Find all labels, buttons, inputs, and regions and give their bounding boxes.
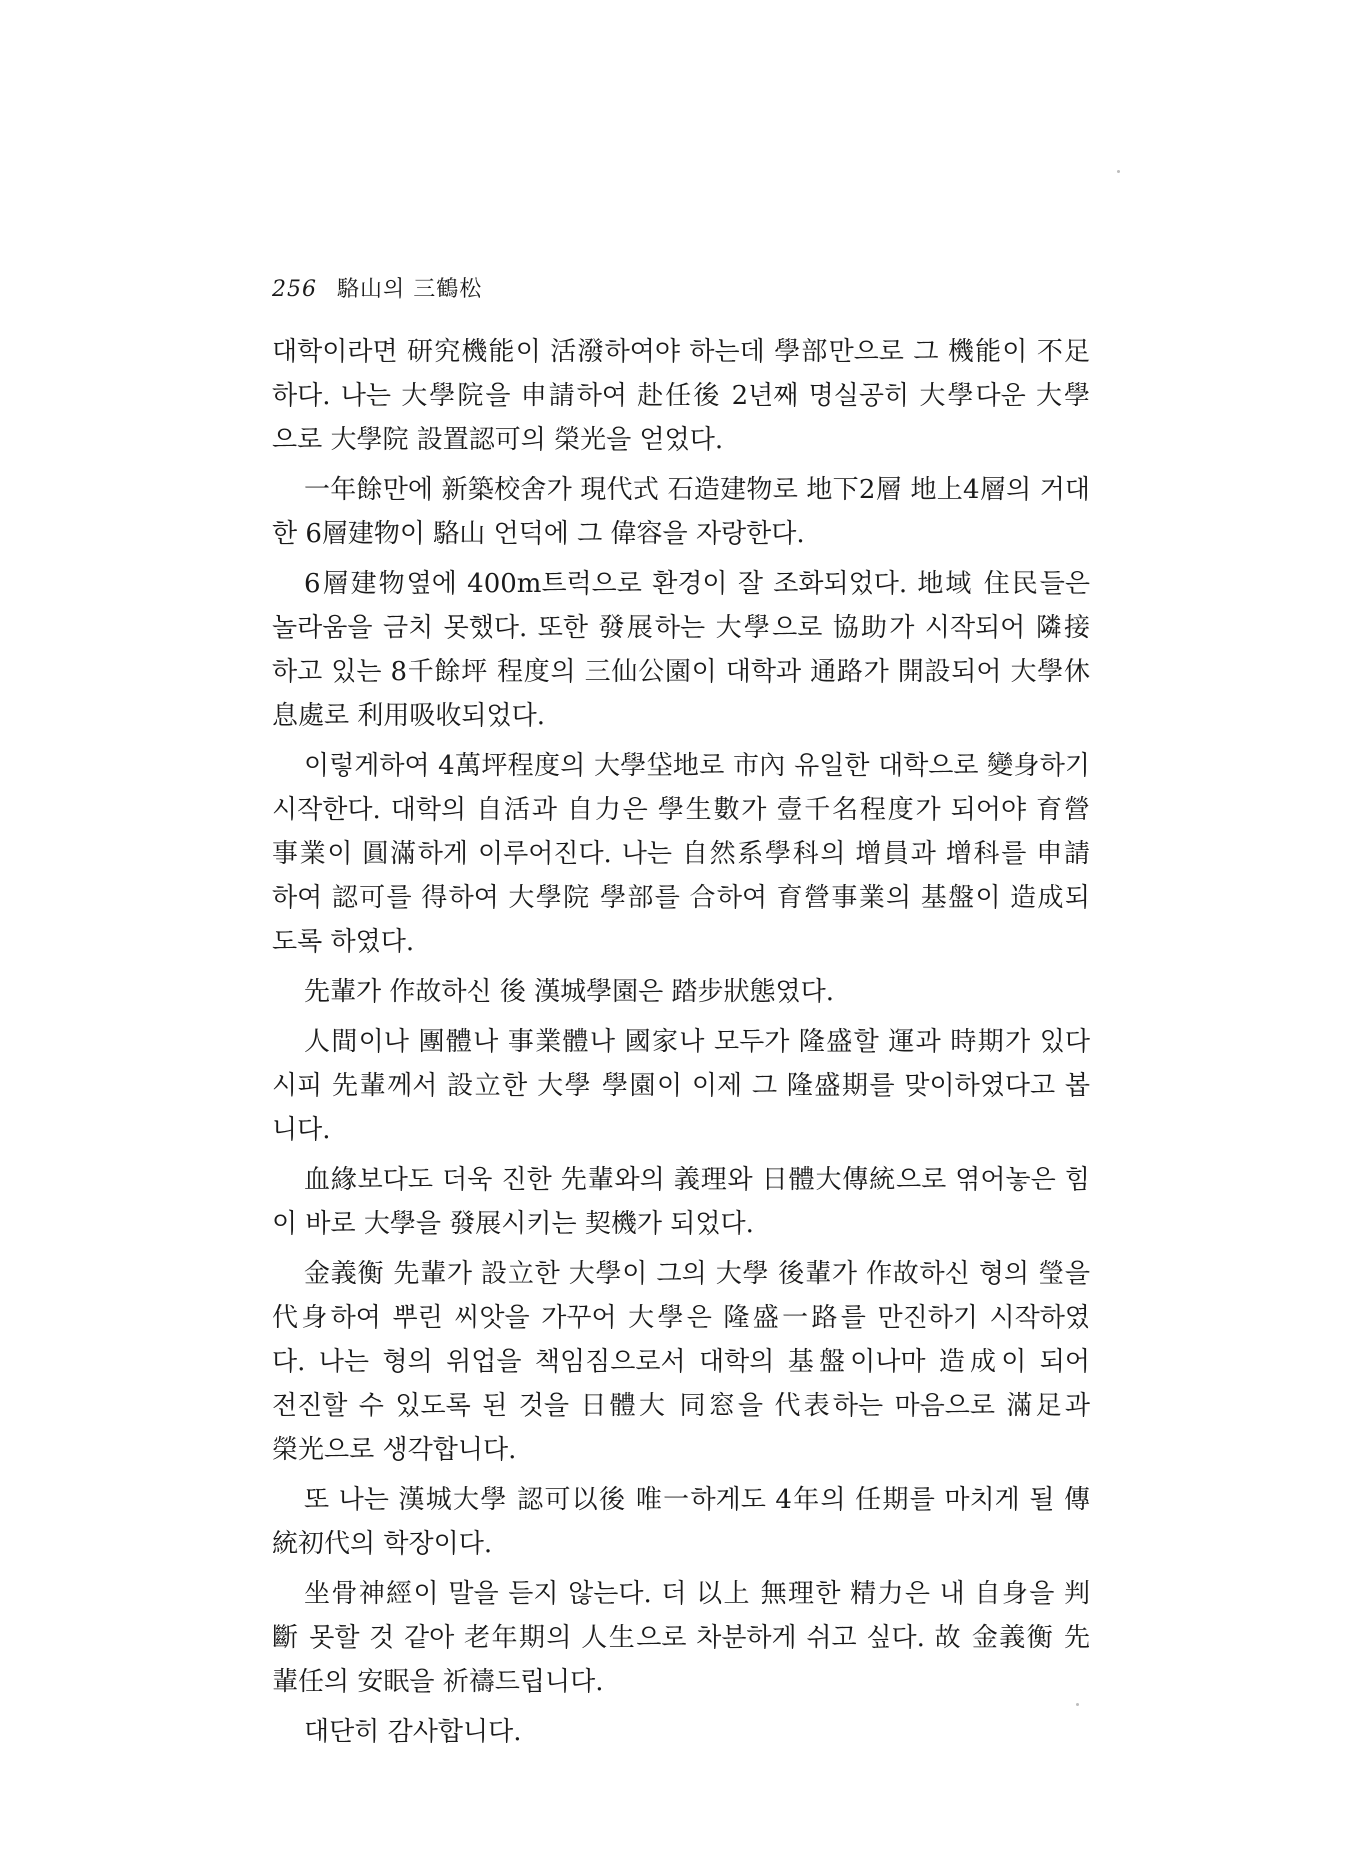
text-line: 대단히 감사합니다. (304, 1717, 522, 1747)
text-line: 도록 하였다. (272, 927, 415, 957)
paragraph (272, 970, 1090, 1014)
text-line: 놀라움을 금치 못했다. 또한 發展하는 大學으로 協助가 시작되어 隣接 (272, 613, 1090, 643)
scan-speck (1117, 170, 1120, 173)
text-line: 시작한다. 대학의 自活과 自力은 學生數가 壹千名程度가 되어야 育營 (272, 795, 1090, 825)
text-line: 하고 있는 8千餘坪 程度의 三仙公園이 대학과 通路가 開設되어 大學休 (272, 657, 1090, 687)
running-head (272, 272, 482, 303)
paragraph (272, 1710, 1090, 1754)
text-line: 輩任의 安眠을 祈禱드립니다. (272, 1667, 604, 1697)
text-line: 血緣보다도 더욱 진한 先輩와의 義理와 日體大傳統으로 엮어놓은 힘 (304, 1165, 1090, 1195)
body-text (272, 330, 1090, 1760)
text-line: 시피 先輩께서 設立한 大學 學園이 이제 그 隆盛期를 맞이하였다고 봅 (272, 1071, 1090, 1101)
scan-speck (1076, 1703, 1079, 1706)
paragraph (272, 1572, 1090, 1704)
paragraph (272, 1158, 1090, 1246)
page-number: 256 (272, 277, 317, 302)
text-line: 이 바로 大學을 發展시키는 契機가 되었다. (272, 1209, 754, 1239)
text-line: 代身하여 뿌린 씨앗을 가꾸어 大學은 隆盛一路를 만진하기 시작하였 (272, 1303, 1090, 1333)
text-line: 坐骨神經이 말을 듣지 않는다. 더 以上 無理한 精力은 내 自身을 判 (304, 1579, 1090, 1609)
paragraph (272, 1020, 1090, 1152)
text-line: 統初代의 학장이다. (272, 1529, 493, 1559)
text-line: 으로 大學院 設置認可의 榮光을 얻었다. (272, 425, 724, 455)
text-line: 전진할 수 있도록 된 것을 日體大 同窓을 代表하는 마음으로 滿足과 (272, 1391, 1090, 1421)
text-line: 事業이 圓滿하게 이루어진다. 나는 自然系學科의 增員과 增科를 申請 (272, 839, 1090, 869)
paragraph (272, 562, 1090, 738)
text-line: 또 나는 漢城大學 認可以後 唯一하게도 4年의 任期를 마치게 될 傳 (304, 1485, 1090, 1515)
text-line: 息處로 利用吸收되었다. (272, 701, 545, 731)
text-line: 대학이라면 研究機能이 活潑하여야 하는데 學部만으로 그 機能이 不足 (272, 337, 1090, 367)
paragraph (272, 1252, 1090, 1472)
paragraph (272, 1478, 1090, 1566)
text-line: 다. 나는 형의 위업을 책임짐으로서 대학의 基盤이나마 造成이 되어 (272, 1347, 1090, 1377)
paragraph (272, 744, 1090, 964)
text-line: 人間이나 團體나 事業體나 國家나 모두가 隆盛할 運과 時期가 있다 (304, 1027, 1090, 1057)
text-line: 金義衡 先輩가 設立한 大學이 그의 大學 後輩가 作故하신 형의 瑩을 (304, 1259, 1090, 1289)
text-line: 榮光으로 생각합니다. (272, 1435, 517, 1465)
paragraph (272, 468, 1090, 556)
text-line: 한 6層建物이 駱山 언덕에 그 偉容을 자랑한다. (272, 519, 805, 549)
text-line: 하다. 나는 大學院을 申請하여 赴任後 2년째 명실공히 大學다운 大學 (272, 381, 1090, 411)
text-line: 니다. (272, 1115, 331, 1145)
text-line: 斷 못할 것 같아 老年期의 人生으로 차분하게 쉬고 싶다. 故 金義衡 先 (272, 1623, 1090, 1653)
running-head-title: 駱山의 三鶴松 (337, 277, 483, 302)
text-line: 一年餘만에 新築校舍가 現代式 石造建物로 地下2層 地上4層의 거대 (304, 475, 1090, 505)
text-line: 하여 認可를 得하여 大學院 學部를 合하여 育營事業의 基盤이 造成되 (272, 883, 1090, 913)
text-line: 6層建物옆에 400m트럭으로 환경이 잘 조화되었다. 地域 住民들은 (304, 569, 1090, 599)
text-line: 先輩가 作故하신 後 漢城學園은 踏步狀態였다. (304, 977, 835, 1007)
paragraph (272, 330, 1090, 462)
text-line: 이렇게하여 4萬坪程度의 大學垈地로 市內 유일한 대학으로 變身하기 (304, 751, 1090, 781)
